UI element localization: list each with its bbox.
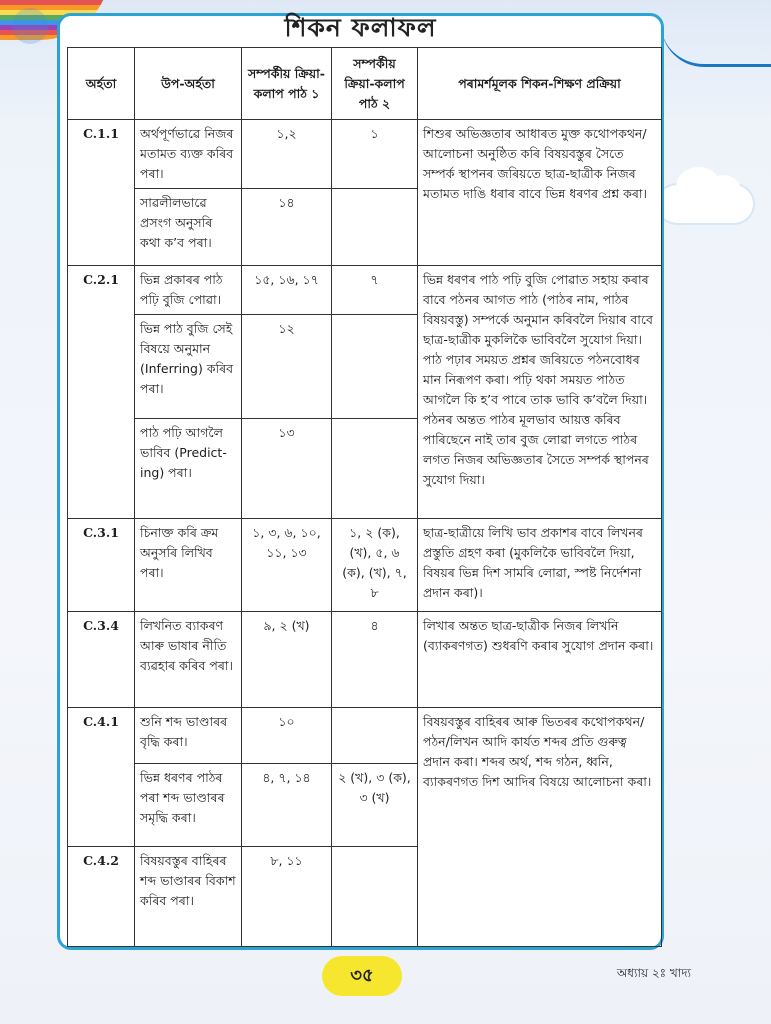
- page-number: ৩৫: [322, 956, 402, 996]
- sub-competency: সাৱলীলভাৱে প্ৰসংগ অনুসৰি কথা ক’ব পৰা।: [135, 189, 242, 265]
- page-title: শিকন ফলাফল: [284, 13, 437, 42]
- lesson-2-activities: [332, 846, 418, 946]
- sub-competency: চিনাক্ত কৰি ক্ৰম অনুসৰি লিখিব পৰা।: [135, 519, 242, 611]
- chapter-label: অধ্যায় ২ঃ খাদ্য: [616, 966, 691, 980]
- header-lesson-2: সম্পৰ্কীয় ক্ৰিয়া-কলাপ পাঠ ২: [332, 48, 418, 120]
- sub-competency: লিখনিত ব্যাকৰণ আৰু ভাষাৰ নীতি ব্যৱহাৰ কৰিব পৰা।: [135, 611, 242, 707]
- lesson-2-activities: ১, ২ (ক), (খ), ৫, ৬ (ক), (খ), ৭, ৮: [332, 519, 418, 611]
- header-lesson-1: সম্পৰ্কীয় ক্ৰিয়া-কলাপ পাঠ ১: [242, 48, 332, 120]
- header-competency: অৰ্হতা: [68, 48, 135, 120]
- competency-code: C.3.1: [68, 519, 135, 611]
- competency-code: C.4.1: [68, 708, 135, 847]
- lesson-2-activities: [332, 419, 418, 519]
- guide-text: ছাত্ৰ-ছাত্ৰীয়ে লিখি ভাব প্ৰকাশৰ বাবে লিখনৰ প্ৰস্তুতি গ্ৰহণ কৰা (মুকলিকৈ ভাবিবলৈ দিয়া, বিষয়ৰ ভিন্ন দিশ সামৰি লোৱা, স্পষ্ট নিৰ্দেশনা প্ৰদান কৰা)।: [418, 519, 662, 611]
- lesson-2-activities: ৭: [332, 265, 418, 314]
- lesson-2-activities: ২ (খ), ৩ (ক), ৩ (খ): [332, 764, 418, 846]
- lesson-1-activities: ১৫, ১৬, ১৭: [242, 265, 332, 314]
- sub-competency: বিষয়বস্তুৰ বাহিৰৰ শব্দ ভাণ্ডাৰৰ বিকাশ কৰিব পৰা।: [135, 846, 242, 946]
- competency-code: C.3.4: [68, 611, 135, 707]
- lesson-2-activities: [332, 314, 418, 418]
- header-guide: পৰামৰ্শমূলক শিকন-শিক্ষণ প্ৰক্ৰিয়া: [418, 48, 662, 120]
- lesson-1-activities: ১২: [242, 314, 332, 418]
- sub-competency: শুনি শব্দ ভাণ্ডাৰৰ বৃদ্ধি কৰা।: [135, 708, 242, 764]
- lesson-1-activities: ১০: [242, 708, 332, 764]
- competency-code: C.2.1: [68, 265, 135, 519]
- lesson-1-activities: ১,২: [242, 120, 332, 189]
- sub-competency: পাঠ পঢ়ি আগলৈ ভাবিব (Predict-ing) পৰা।: [135, 419, 242, 519]
- cloud-decoration: [658, 185, 753, 223]
- lesson-1-activities: ১৪: [242, 189, 332, 265]
- sub-competency: ভিন্ন ধৰণৰ পাঠৰ পৰা শব্দ ভাণ্ডাৰৰ সমৃদ্ধি কৰা।: [135, 764, 242, 846]
- lesson-2-activities: ১: [332, 120, 418, 189]
- lesson-1-activities: ৯, ২ (খ): [242, 611, 332, 707]
- learning-outcomes-card: [57, 13, 664, 950]
- header-sub-competency: উপ-অৰ্হতা: [135, 48, 242, 120]
- lesson-2-activities: [332, 189, 418, 265]
- guide-text: বিষয়বস্তুৰ বাহিৰৰ আৰু ভিতৰৰ কথোপকথন/পঠন/লিখন আদি কাৰ্যত শব্দৰ প্ৰতি গুৰুত্ব প্ৰদান কৰা। শব্দৰ অৰ্থ, শব্দ গঠন, ধ্বনি, ব্যাকৰণগত দিশ আদিৰ বিষয়ে আলোচনা কৰা।: [418, 708, 662, 947]
- sub-competency: অৰ্থপূৰ্ণভাৱে নিজৰ মতামত ব্যক্ত কৰিব পৰা।: [135, 120, 242, 189]
- lesson-2-activities: ৪: [332, 611, 418, 707]
- guide-text: লিখাৰ অন্তত ছাত্ৰ-ছাত্ৰীক নিজৰ লিখনি (ব্যাকৰণগত) শুধৰণি কৰাৰ সুযোগ প্ৰদান কৰা।: [418, 611, 662, 707]
- outcomes-table: [67, 47, 662, 947]
- competency-code: C.1.1: [68, 120, 135, 266]
- wave-decoration: [661, 24, 771, 67]
- sub-competency: ভিন্ন পাঠ বুজি সেই বিষয়ে অনুমান (Inferring) কৰিব পৰা।: [135, 314, 242, 418]
- lesson-1-activities: ১, ৩, ৬, ১০, ১১, ১৩: [242, 519, 332, 611]
- lesson-1-activities: ৮, ১১: [242, 846, 332, 946]
- competency-code: C.4.2: [68, 846, 135, 946]
- lesson-1-activities: ৪, ৭, ১৪: [242, 764, 332, 846]
- guide-text: শিশুৰ অভিজ্ঞতাৰ আধাৰত মুক্ত কথোপকথন/আলোচনা অনুষ্ঠিত কৰি বিষয়বস্তুৰ সৈতে সম্পৰ্ক স্থাপনৰ জৰিয়তে ছাত্ৰ-ছাত্ৰীক নিজৰ মতামত দাঙি ধৰাৰ বাবে ভিন্ন ধৰণৰ প্ৰশ্ন কৰা।: [418, 120, 662, 266]
- sub-competency: ভিন্ন প্ৰকাৰৰ পাঠ পঢ়ি বুজি পোৱা।: [135, 265, 242, 314]
- guide-text: ভিন্ন ধৰণৰ পাঠ পঢ়ি বুজি পোৱাত সহায় কৰাৰ বাবে পঠনৰ আগত পাঠ (পাঠৰ নাম, পাঠৰ বিষয়বস্তু) সম্পৰ্কে অনুমান কৰিবলৈ দিয়াৰ বাবে ছাত্ৰ-ছাত্ৰীক মুকলিকৈ ভাবিবলৈ সুযোগ দিয়া। পাঠ পঢ়াৰ সময়ত প্ৰশ্নৰ জৰিয়তে পঠনবোধৰ মান নিৰূপণ কৰা। পঢ়ি থকা সময়ত পাঠত আগলৈ কি হ’ব পাৰে তাক ভাবি ক’বলৈ দিয়া। পঠনৰ অন্তত পাঠৰ মূলভাব আয়ত্ত কৰিব পাৰিছেনে নাই তাৰ বুজ লোৱা লগতে পাঠৰ লগত নিজৰ অভিজ্ঞতাৰ সৈতে সম্পৰ্ক স্থাপনৰ সুযোগ দিয়া।: [418, 265, 662, 519]
- lesson-2-activities: [332, 708, 418, 764]
- decorative-circle: [12, 8, 48, 44]
- lesson-1-activities: ১৩: [242, 419, 332, 519]
